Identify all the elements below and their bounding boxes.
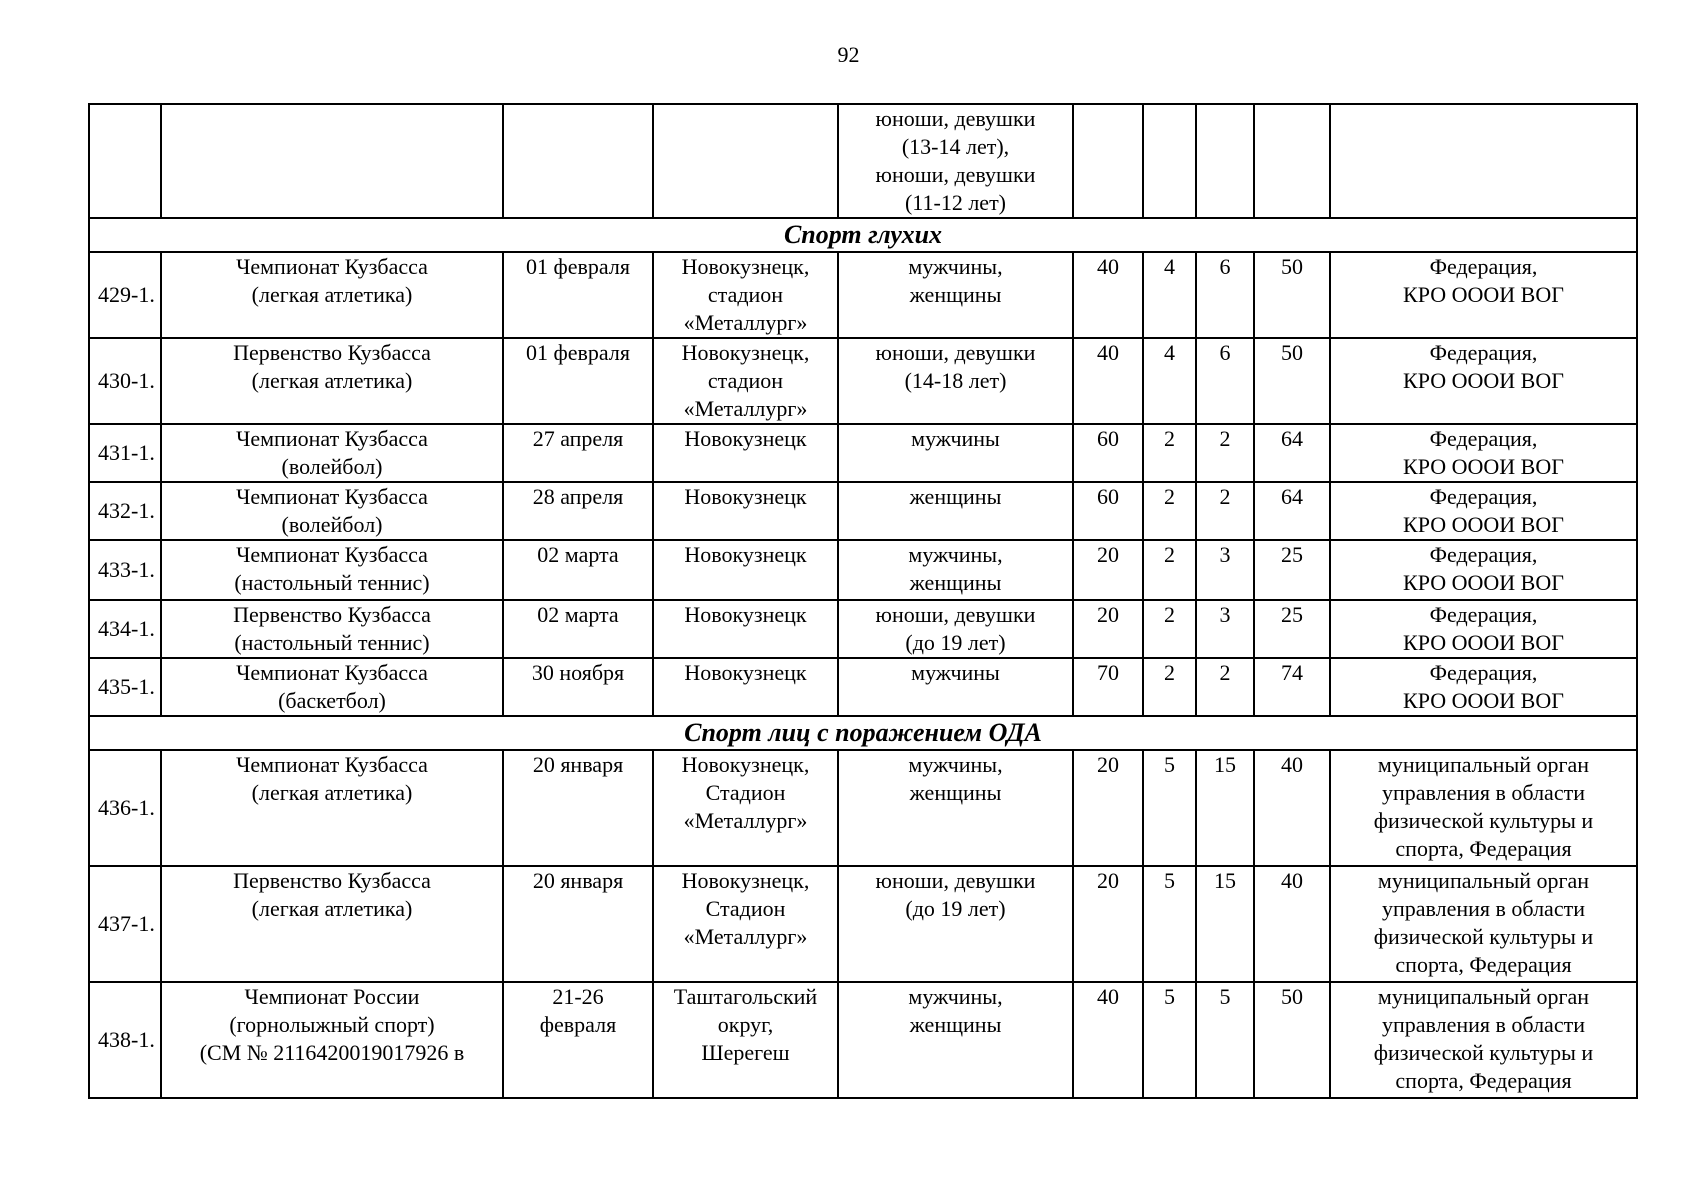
cell-num: 432-1.: [89, 482, 161, 540]
cell-count-2: 2: [1143, 482, 1196, 540]
cell-line: Первенство Кузбасса: [233, 868, 431, 893]
section-title: Спорт лиц с поражением ОДА: [89, 716, 1637, 750]
cell-count-2: 2: [1143, 658, 1196, 716]
cell-line: стадион: [707, 368, 784, 393]
cell-line: Чемпионат Кузбасса: [236, 542, 428, 567]
cell-line: мужчины,: [908, 984, 1003, 1009]
cell-line: (баскетбол): [278, 688, 386, 713]
cell-line: «Металлург»: [683, 924, 808, 949]
cell-count-1: 20: [1073, 750, 1143, 866]
cell-line: мужчины,: [908, 752, 1003, 777]
cell-line: юноши, девушки: [875, 602, 1036, 627]
cell-line: КРО ОООИ ВОГ: [1403, 282, 1564, 307]
cell-line: «Металлург»: [683, 310, 808, 335]
cell-line: Первенство Кузбасса: [233, 602, 431, 627]
cell-count-3: 3: [1196, 600, 1254, 658]
cell-count-2: 2: [1143, 540, 1196, 600]
cell-count-total: 25: [1254, 600, 1330, 658]
cell-num: 430-1.: [89, 338, 161, 424]
cell-line: Федерация,: [1429, 542, 1538, 567]
cell-event: [161, 658, 503, 716]
table-row: [89, 424, 1637, 482]
cell-participants: [838, 424, 1073, 482]
cell-count-total: 50: [1254, 252, 1330, 338]
cell-date: [503, 252, 653, 338]
cell-line: мужчины: [911, 660, 1000, 685]
participants-line: (13-14 лет),: [901, 134, 1010, 159]
cell-line: мужчины: [911, 426, 1000, 451]
cell-event: [161, 750, 503, 866]
cell-line: юноши, девушки: [875, 868, 1036, 893]
cell-organizer: [1330, 600, 1637, 658]
cell-date: [503, 338, 653, 424]
cell-line: Чемпионат России: [244, 984, 420, 1009]
cell-line: женщины: [909, 484, 1002, 509]
table-row: [89, 750, 1637, 866]
cell-place: [653, 866, 838, 982]
cell-line: Федерация,: [1429, 602, 1538, 627]
cell-participants: [838, 252, 1073, 338]
cell-count-1: 70: [1073, 658, 1143, 716]
cell-count-1: 40: [1073, 338, 1143, 424]
cell-count-2: 5: [1143, 866, 1196, 982]
cell-participants: [838, 540, 1073, 600]
cell-organizer: [1330, 482, 1637, 540]
cell-line: 27 апреля: [532, 426, 624, 451]
cell-count-1: 40: [1073, 982, 1143, 1098]
cell-date: [503, 104, 653, 218]
cell-line: «Металлург»: [683, 808, 808, 833]
cell-line: управления в области: [1382, 896, 1585, 921]
cell-line: Новокузнецк,: [681, 254, 810, 279]
cell-line: стадион: [707, 282, 784, 307]
table-row: [89, 482, 1637, 540]
cell-line: Чемпионат Кузбасса: [236, 426, 428, 451]
cell-line: КРО ОООИ ВОГ: [1403, 630, 1564, 655]
cell-count-3: 6: [1196, 252, 1254, 338]
cell-line: 01 февраля: [526, 254, 630, 279]
cell-participants: [838, 482, 1073, 540]
cell-num: [89, 104, 161, 218]
cell-count-2: 5: [1143, 982, 1196, 1098]
table-row: [89, 658, 1637, 716]
cell-count-2: 5: [1143, 750, 1196, 866]
cell-line: Первенство Кузбасса: [233, 340, 431, 365]
cell-line: Федерация,: [1429, 426, 1538, 451]
cell-line: (до 19 лет): [905, 896, 1006, 921]
table-row: [89, 982, 1637, 1098]
cell-date: [503, 424, 653, 482]
cell-line: Чемпионат Кузбасса: [236, 254, 428, 279]
page-number: 92: [837, 42, 860, 67]
cell-place: [653, 540, 838, 600]
cell-participants: [838, 338, 1073, 424]
cell-count-1: 20: [1073, 866, 1143, 982]
cell-date: [503, 982, 653, 1098]
cell-count-total: 64: [1254, 424, 1330, 482]
cell-place: [653, 658, 838, 716]
cell-participants: [838, 866, 1073, 982]
cell-line: Новокузнецк: [684, 484, 807, 509]
cell-place: [653, 982, 838, 1098]
cell-line: КРО ОООИ ВОГ: [1403, 570, 1564, 595]
cell-num: 438-1.: [89, 982, 161, 1098]
cell-place: [653, 104, 838, 218]
cell-line: Чемпионат Кузбасса: [236, 660, 428, 685]
cell-participants: [838, 104, 1073, 218]
table-row: [89, 540, 1637, 600]
cell-count-1: 20: [1073, 540, 1143, 600]
cell-line: 20 января: [532, 752, 624, 777]
cell-line: (14-18 лет): [904, 368, 1007, 393]
events-table: [88, 103, 1638, 1099]
table-row: [89, 600, 1637, 658]
cell-line: (горнолыжный спорт): [229, 1012, 435, 1037]
cell-line: Федерация,: [1429, 254, 1538, 279]
cell-count-2: 4: [1143, 338, 1196, 424]
cell-line: КРО ОООИ ВОГ: [1403, 688, 1564, 713]
cell-line: Чемпионат Кузбасса: [236, 752, 428, 777]
cell-count-total: 40: [1254, 866, 1330, 982]
cell-num: 431-1.: [89, 424, 161, 482]
cell-line: Стадион: [705, 780, 786, 805]
cell-line: муниципальный орган: [1377, 868, 1590, 893]
cell-place: [653, 600, 838, 658]
cell-date: [503, 600, 653, 658]
cell-line: Новокузнецк,: [681, 752, 810, 777]
cell-count-total: [1254, 104, 1330, 218]
cell-line: женщины: [909, 1012, 1002, 1037]
cell-num: 435-1.: [89, 658, 161, 716]
cell-line: Стадион: [705, 896, 786, 921]
cell-line: Федерация,: [1429, 484, 1538, 509]
cell-line: спорта, Федерация: [1395, 1068, 1572, 1093]
cell-event: [161, 104, 503, 218]
cell-count-2: 4: [1143, 252, 1196, 338]
cell-line: КРО ОООИ ВОГ: [1403, 368, 1564, 393]
cell-count-total: 50: [1254, 338, 1330, 424]
cell-line: 28 апреля: [532, 484, 624, 509]
cell-line: Новокузнецк,: [681, 340, 810, 365]
cell-line: женщины: [909, 780, 1002, 805]
cell-line: Чемпионат Кузбасса: [236, 484, 428, 509]
cell-line: (до 19 лет): [905, 630, 1006, 655]
cell-line: Новокузнецк: [684, 542, 807, 567]
cell-event: [161, 982, 503, 1098]
cell-event: [161, 424, 503, 482]
cell-event: [161, 866, 503, 982]
cell-place: [653, 750, 838, 866]
cell-count-3: 15: [1196, 866, 1254, 982]
cell-count-2: 2: [1143, 600, 1196, 658]
cell-num: 434-1.: [89, 600, 161, 658]
cell-organizer: [1330, 982, 1637, 1098]
cell-date: [503, 866, 653, 982]
cell-num: 436-1.: [89, 750, 161, 866]
table-row-continuation: [89, 104, 1637, 218]
cell-count-1: 60: [1073, 482, 1143, 540]
cell-place: [653, 482, 838, 540]
cell-organizer: [1330, 424, 1637, 482]
cell-line: физической культуры и: [1373, 1040, 1594, 1065]
cell-participants: [838, 658, 1073, 716]
participants-line: юноши, девушки: [875, 106, 1036, 131]
cell-count-3: 6: [1196, 338, 1254, 424]
cell-line: женщины: [909, 282, 1002, 307]
cell-count-total: 50: [1254, 982, 1330, 1098]
cell-place: [653, 338, 838, 424]
cell-event: [161, 600, 503, 658]
cell-line: Федерация,: [1429, 660, 1538, 685]
cell-line: женщины: [909, 570, 1002, 595]
cell-count-3: 2: [1196, 424, 1254, 482]
cell-line: Новокузнецк: [684, 602, 807, 627]
cell-line: (настольный теннис): [234, 630, 430, 655]
cell-event: [161, 540, 503, 600]
cell-count-total: 64: [1254, 482, 1330, 540]
cell-participants: [838, 982, 1073, 1098]
cell-line: КРО ОООИ ВОГ: [1403, 512, 1564, 537]
cell-count-2: 2: [1143, 424, 1196, 482]
cell-line: (волейбол): [281, 454, 383, 479]
cell-organizer: [1330, 866, 1637, 982]
cell-line: муниципальный орган: [1377, 752, 1590, 777]
cell-num: 429-1.: [89, 252, 161, 338]
cell-organizer: [1330, 540, 1637, 600]
cell-organizer: [1330, 104, 1637, 218]
cell-place: [653, 252, 838, 338]
cell-organizer: [1330, 658, 1637, 716]
cell-count-total: 25: [1254, 540, 1330, 600]
cell-line: Новокузнецк,: [681, 868, 810, 893]
cell-line: мужчины,: [908, 542, 1003, 567]
cell-line: Таштагольский: [673, 984, 818, 1009]
cell-count-3: 2: [1196, 482, 1254, 540]
cell-line: муниципальный орган: [1377, 984, 1590, 1009]
cell-participants: [838, 600, 1073, 658]
cell-line: 30 ноября: [531, 660, 625, 685]
cell-count-3: 15: [1196, 750, 1254, 866]
section-header-row: [89, 716, 1637, 750]
cell-line: 21-26: [552, 984, 604, 1009]
cell-count-1: 60: [1073, 424, 1143, 482]
cell-date: [503, 540, 653, 600]
cell-count-3: 3: [1196, 540, 1254, 600]
table-row: [89, 866, 1637, 982]
cell-line: мужчины,: [908, 254, 1003, 279]
table-row: [89, 252, 1637, 338]
participants-line: юноши, девушки: [875, 162, 1036, 187]
cell-line: (настольный теннис): [234, 570, 430, 595]
cell-count-1: 40: [1073, 252, 1143, 338]
cell-event: [161, 482, 503, 540]
cell-event: [161, 338, 503, 424]
cell-place: [653, 424, 838, 482]
participants-line: (11-12 лет): [904, 190, 1007, 215]
cell-line: физической культуры и: [1373, 924, 1594, 949]
cell-num: 437-1.: [89, 866, 161, 982]
cell-organizer: [1330, 338, 1637, 424]
cell-line: февраля: [539, 1012, 617, 1037]
cell-line: (легкая атлетика): [251, 896, 413, 921]
cell-date: [503, 750, 653, 866]
cell-line: физической культуры и: [1373, 808, 1594, 833]
cell-line: управления в области: [1382, 780, 1585, 805]
cell-organizer: [1330, 750, 1637, 866]
cell-line: спорта, Федерация: [1395, 952, 1572, 977]
cell-count-3: [1196, 104, 1254, 218]
cell-count-1: [1073, 104, 1143, 218]
section-title: Спорт глухих: [89, 218, 1637, 252]
cell-line: Федерация,: [1429, 340, 1538, 365]
cell-line: спорта, Федерация: [1395, 836, 1572, 861]
cell-count-3: 2: [1196, 658, 1254, 716]
cell-line: (легкая атлетика): [251, 368, 413, 393]
cell-line: Новокузнецк: [684, 426, 807, 451]
cell-count-total: 40: [1254, 750, 1330, 866]
cell-count-3: 5: [1196, 982, 1254, 1098]
section-header-row: [89, 218, 1637, 252]
cell-line: округ,: [717, 1012, 774, 1037]
cell-line: управления в области: [1382, 1012, 1585, 1037]
cell-line: 01 февраля: [526, 340, 630, 365]
cell-date: [503, 658, 653, 716]
cell-line: (волейбол): [281, 512, 383, 537]
cell-line: КРО ОООИ ВОГ: [1403, 454, 1564, 479]
cell-date: [503, 482, 653, 540]
cell-num: 433-1.: [89, 540, 161, 600]
cell-line: «Металлург»: [683, 396, 808, 421]
cell-line: (легкая атлетика): [251, 780, 413, 805]
table-row: [89, 338, 1637, 424]
cell-count-total: 74: [1254, 658, 1330, 716]
cell-line: Шерегеш: [701, 1040, 790, 1065]
cell-line: юноши, девушки: [875, 340, 1036, 365]
cell-participants: [838, 750, 1073, 866]
cell-line: 02 марта: [537, 542, 619, 567]
cell-event: [161, 252, 503, 338]
cell-count-1: 20: [1073, 600, 1143, 658]
cell-line: (легкая атлетика): [251, 282, 413, 307]
cell-line: (СМ № 2116420019017926 в: [199, 1040, 465, 1065]
cell-count-2: [1143, 104, 1196, 218]
cell-organizer: [1330, 252, 1637, 338]
cell-line: 20 января: [532, 868, 624, 893]
cell-line: Новокузнецк: [684, 660, 807, 685]
cell-line: 02 марта: [537, 602, 619, 627]
